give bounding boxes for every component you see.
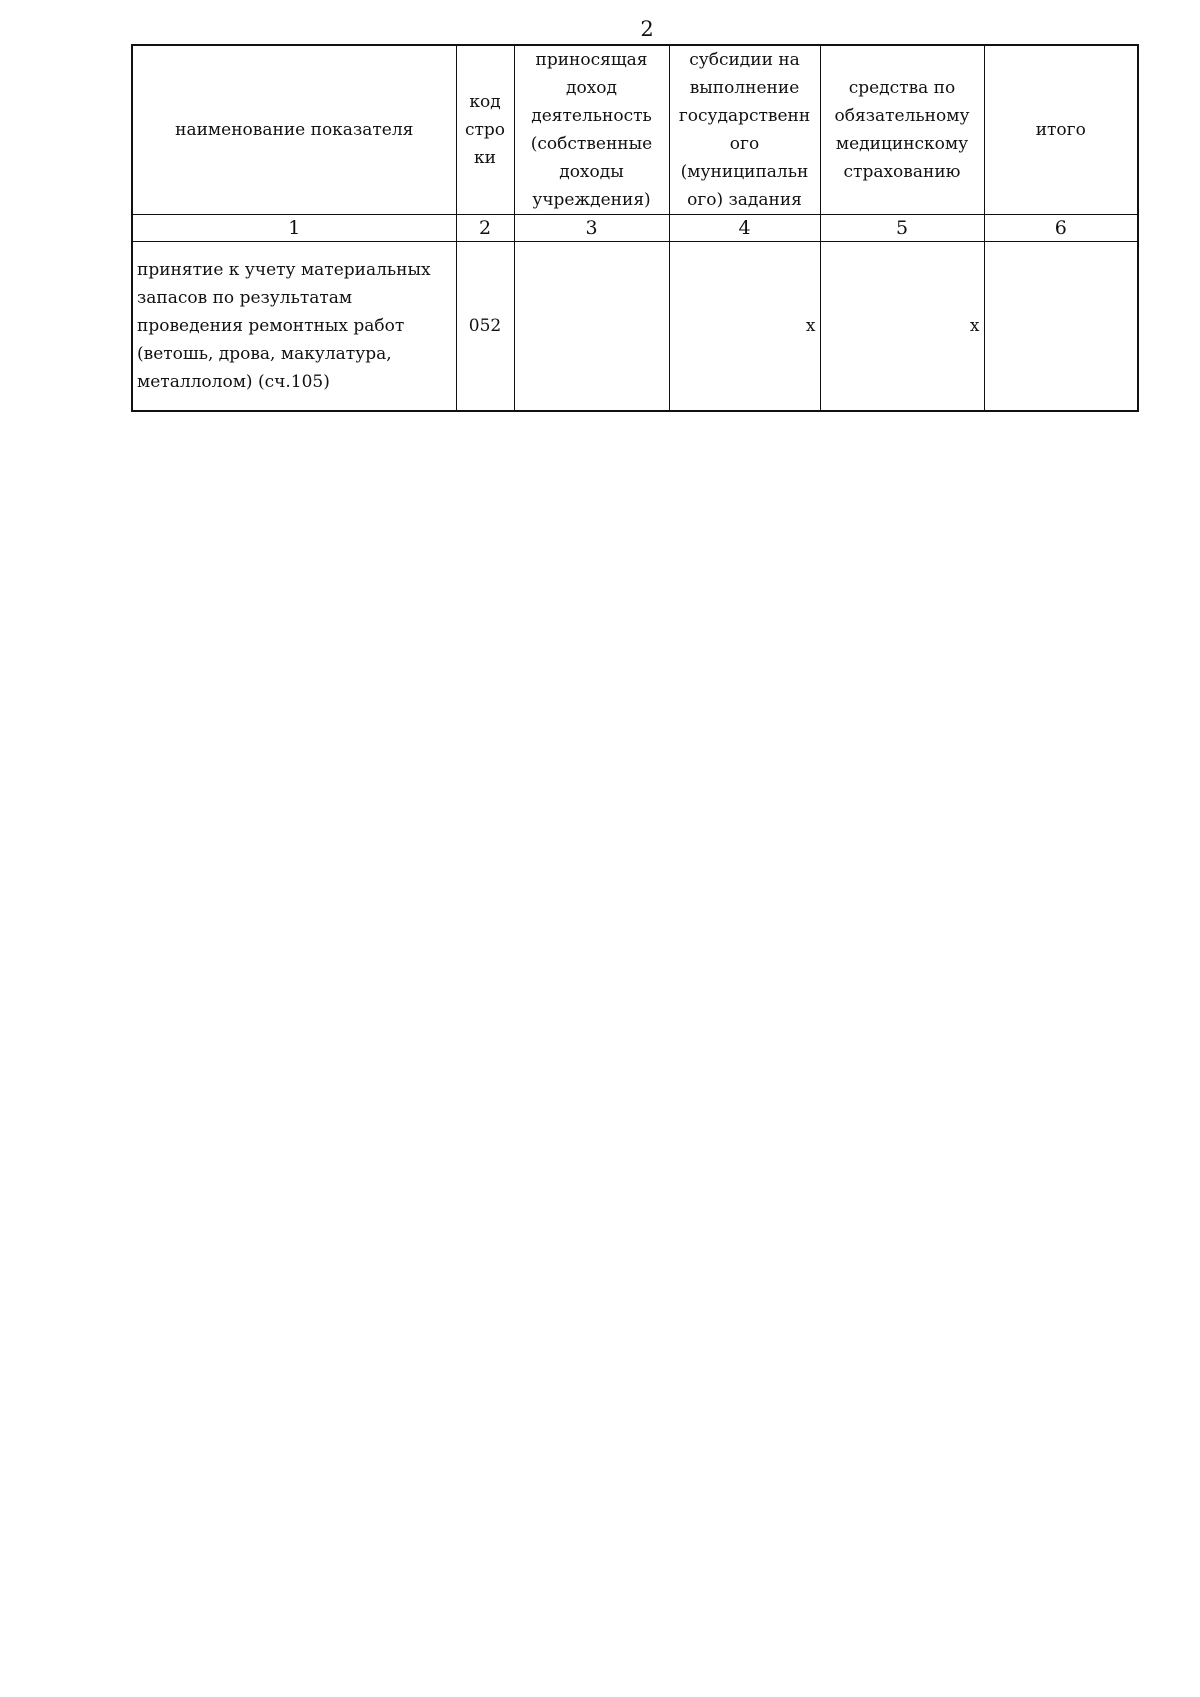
row-code-cell: 052 [456, 242, 514, 412]
header-code: код стро ки [456, 45, 514, 215]
column-number: 2 [456, 215, 514, 242]
header-row [132, 45, 1138, 215]
column-number: 3 [514, 215, 669, 242]
row-subsidy-cell: х [669, 242, 820, 412]
row-total-cell [984, 242, 1138, 412]
row-income-cell [514, 242, 669, 412]
column-number: 5 [820, 215, 984, 242]
header-name: наименование показателя [132, 45, 456, 215]
report-table [131, 44, 1139, 412]
column-number: 4 [669, 215, 820, 242]
row-name-cell: принятие к учету материальных запасов по результатам проведения ремонтных работ (ветошь, дрова, макулатура, металлолом) (сч.105) [132, 242, 456, 412]
header-total: итого [984, 45, 1138, 215]
column-number: 1 [132, 215, 456, 242]
column-number: 6 [984, 215, 1138, 242]
header-income: приносящая доход деятельность (собственные доходы учреждения) [514, 45, 669, 215]
column-number-row [132, 215, 1138, 242]
row-oms-cell: х [820, 242, 984, 412]
table-row [132, 242, 1138, 412]
page-number: 2 [640, 17, 654, 41]
header-subsidy: субсидии на выполнение государственн ого (муниципальн ого) задания [669, 45, 820, 215]
header-oms: средства по обязательному медицинскому страхованию [820, 45, 984, 215]
